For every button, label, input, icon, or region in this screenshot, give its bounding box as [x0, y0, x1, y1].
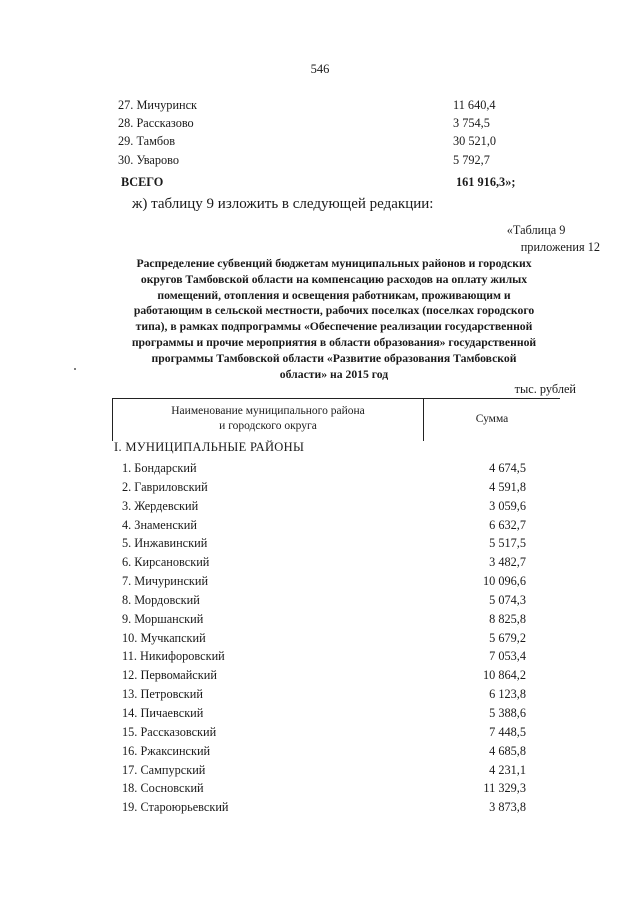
row-name: 4. Знаменский: [122, 517, 197, 532]
title-line: Распределение субвенций бюджетам муниципальных районов и городских: [136, 257, 532, 270]
row-name: 14. Пичаевский: [122, 705, 204, 720]
table-caption-line1: «Таблица 9: [506, 223, 566, 237]
title-line: области» на 2015 год: [279, 367, 389, 381]
row-value: 8 825,8: [489, 611, 526, 626]
section-title: I. МУНИЦИПАЛЬНЫЕ РАЙОНЫ: [114, 440, 305, 454]
table-row: [122, 497, 526, 516]
top-list-row: [118, 114, 548, 132]
table-row: [122, 629, 526, 648]
row-name: 18. Сосновский: [122, 781, 204, 796]
table-row: [122, 666, 526, 685]
table-header: [112, 398, 560, 441]
row-value: 5 388,6: [489, 705, 526, 720]
row-name: 17. Сампурский: [122, 762, 206, 777]
header-name-line1: Наименование муниципального района: [171, 405, 365, 417]
row-value: 4 231,1: [489, 762, 526, 777]
row-value: 4 685,8: [489, 743, 526, 758]
row-name: 5. Инжавинский: [122, 536, 208, 551]
top-row-name: 30. Уварово: [118, 152, 180, 167]
top-row-value: 11 640,4: [453, 98, 496, 112]
top-row-name: 29. Тамбов: [118, 134, 176, 149]
amendment-instruction: ж) таблицу 9 изложить в следующей редакции:: [132, 196, 434, 212]
title-line: округов Тамбовской области на компенсацию расходов на оплату жилых: [140, 272, 528, 286]
table-row: [122, 704, 526, 723]
page-number: 546: [310, 62, 330, 76]
table-row: [122, 761, 526, 780]
row-name: 8. Мордовский: [122, 592, 200, 607]
table-caption-line2: приложения 12: [520, 240, 600, 254]
row-name: 9. Моршанский: [122, 611, 204, 626]
row-name: 19. Староюрьевский: [122, 800, 229, 815]
row-name: 2. Гавриловский: [122, 479, 208, 494]
header-name-line2: и городского округа: [219, 420, 317, 432]
row-name: 13. Петровский: [122, 687, 203, 702]
table-row: [122, 685, 526, 704]
top-row-value: 30 521,0: [453, 134, 497, 149]
row-name: 3. Жердевский: [122, 498, 199, 513]
row-value: 6 123,8: [489, 687, 526, 702]
header-name-column: [112, 399, 424, 441]
top-total-row: [118, 173, 548, 191]
top-list-row: [118, 96, 548, 114]
row-name: 7. Мичуринский: [122, 574, 209, 589]
row-name: 6. Кирсановский: [122, 555, 210, 570]
table-row: [122, 478, 526, 497]
table-row: [122, 647, 526, 666]
header-sum-column: Сумма: [475, 413, 509, 425]
title-line: типа), в рамках подпрограммы «Обеспечение реализации государственной: [135, 320, 533, 334]
row-value: 5 679,2: [489, 630, 526, 645]
table-row: [122, 798, 526, 817]
top-total-label: ВСЕГО: [121, 174, 164, 189]
table-row: [122, 742, 526, 761]
row-value: 5 074,3: [489, 592, 526, 607]
table-caption: [507, 222, 600, 256]
row-value: 4 591,8: [489, 479, 526, 494]
top-row-value: 5 792,7: [453, 152, 490, 167]
table-row: [122, 779, 526, 798]
top-row-name: 27. Мичуринск: [118, 98, 198, 112]
row-value: 10 096,6: [482, 574, 526, 589]
table-row: [122, 723, 526, 742]
table-row: [122, 572, 526, 591]
row-value: 11 329,3: [483, 781, 526, 796]
row-name: 12. Первомайский: [122, 668, 217, 683]
top-total-value: 161 916,3»;: [456, 174, 516, 189]
top-list: [118, 96, 548, 191]
top-row-name: 28. Рассказово: [118, 116, 194, 131]
row-name: 10. Мучкапский: [122, 630, 206, 645]
document-title: [118, 256, 550, 382]
row-value: 7 053,4: [489, 649, 526, 664]
top-list-row: [118, 151, 548, 169]
row-value: 3 482,7: [489, 555, 526, 570]
table-row: [122, 591, 526, 610]
table-row: [122, 534, 526, 553]
top-row-value: 3 754,5: [453, 116, 490, 131]
top-list-row: [118, 132, 548, 150]
title-line: программы и прочие мероприятия в области образования» государственной: [131, 335, 537, 349]
table-body: [122, 459, 526, 817]
row-name: 1. Бондарский: [122, 461, 197, 475]
title-line: помещений, отопления и освещения работникам, проживающим и: [157, 288, 511, 302]
table-row: [122, 610, 526, 629]
row-name: 16. Ржаксинский: [122, 743, 211, 758]
row-value: 6 632,7: [489, 517, 526, 532]
title-line: работающим в сельской местности, рабочих поселках (поселках городского: [133, 304, 535, 318]
units-label: тыс. рублей: [514, 382, 576, 396]
row-value: 3 873,8: [489, 800, 526, 815]
row-name: 11. Никифоровский: [122, 649, 225, 664]
row-value: 3 059,6: [489, 498, 526, 513]
row-name: 15. Рассказовский: [122, 724, 217, 739]
row-value: 4 674,5: [489, 461, 526, 475]
table-row: [122, 459, 526, 478]
table-row: [122, 516, 526, 535]
table-row: [122, 553, 526, 572]
row-value: 7 448,5: [489, 724, 526, 739]
row-value: 5 517,5: [489, 536, 526, 551]
scan-speck: [74, 368, 76, 370]
row-value: 10 864,2: [482, 668, 526, 683]
title-line: программы Тамбовской области «Развитие образования Тамбовской: [151, 351, 517, 365]
